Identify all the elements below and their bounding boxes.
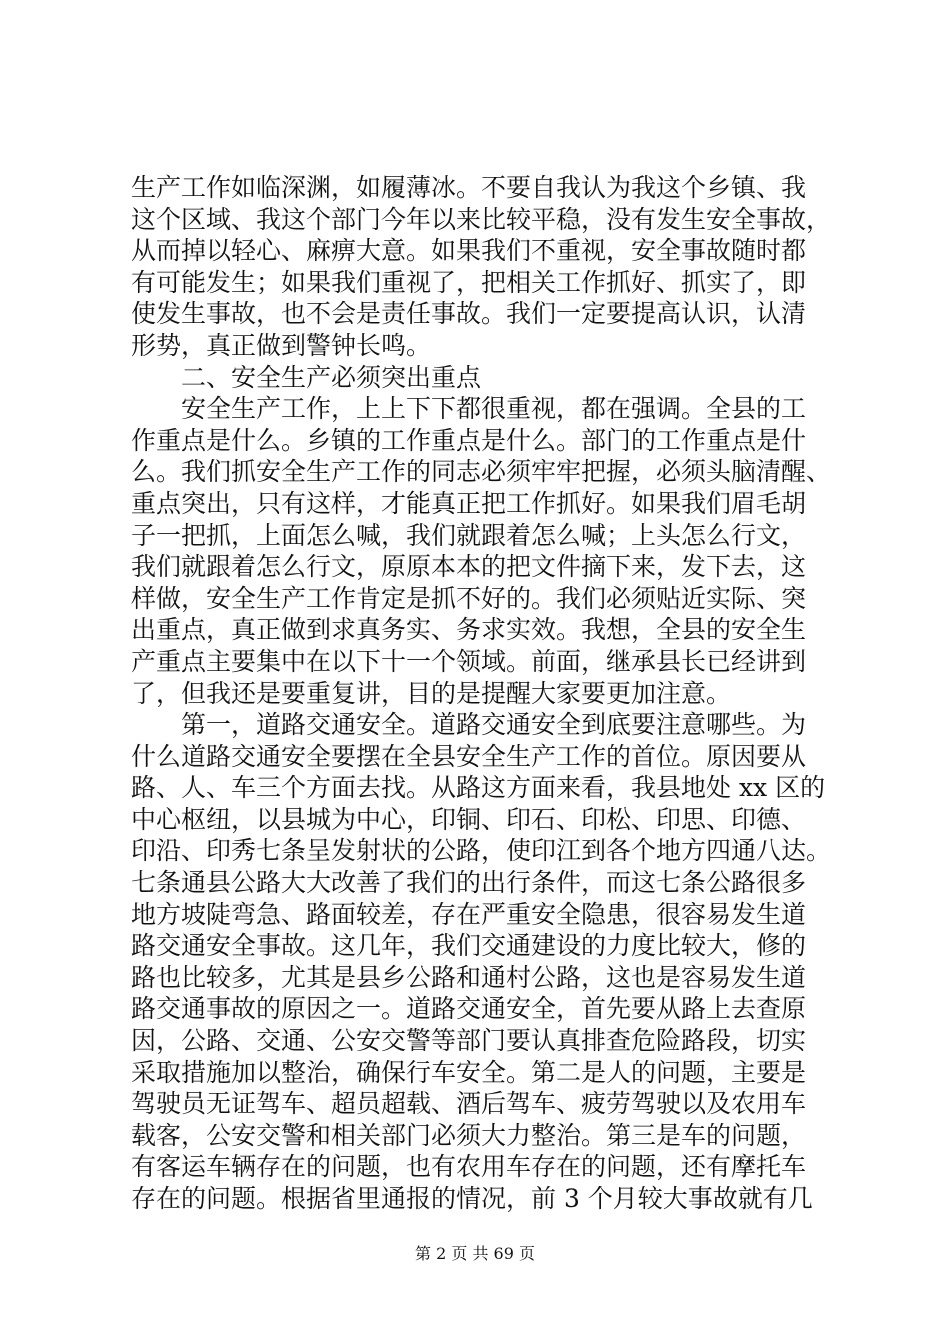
text-line: 因，公路、交通、公安交警等部门要认真排查危险路段，切实 xyxy=(131,1026,807,1056)
text-line: 路交通安全事故。这几年，我们交通建设的力度比较大，修的 xyxy=(131,931,807,961)
text-line: 有客运车辆存在的问题，也有农用车存在的问题，还有摩托车 xyxy=(131,1152,807,1182)
paragraph-first-line: 第一，道路交通安全。道路交通安全到底要注意哪些。为 xyxy=(181,710,807,740)
text-line: 存在的问题。根据省里通报的情况，前 3 个月较大事故就有几 xyxy=(131,1184,813,1213)
page-number-label: 第 2 页 共 69 页 xyxy=(415,1244,535,1263)
text-line: 什么道路交通安全要摆在全县安全生产工作的首位。原因要从 xyxy=(131,741,807,771)
text-line: 形势，真正做到警钟长鸣。 xyxy=(131,330,432,360)
text-line: 七条通县公路大大改善了我们的出行条件，而这七条公路很多 xyxy=(131,868,807,898)
text-line: 样做，安全生产工作肯定是抓不好的。我们必须贴近实际、突 xyxy=(131,583,807,613)
text-line: 作重点是什么。乡镇的工作重点是什么。部门的工作重点是什 xyxy=(131,425,807,455)
text-line: 出重点，真正做到求真务实、务求实效。我想，全县的安全生 xyxy=(131,615,807,645)
text-line: 我们就跟着怎么行文，原原本本的把文件摘下来，发下去，这 xyxy=(131,552,807,582)
paragraph-first-line: 安全生产工作，上上下下都很重视，都在强调。全县的工 xyxy=(181,394,807,424)
text-line: 产重点主要集中在以下十一个领域。前面，继承县长已经讲到 xyxy=(131,646,807,676)
text-line: 子一把抓，上面怎么喊，我们就跟着怎么喊；上头怎么行文， xyxy=(131,520,807,550)
text-line: 路交通事故的原因之一。道路交通安全，首先要从路上去查原 xyxy=(131,994,807,1024)
text-line: 了，但我还是要重复讲，目的是提醒大家要更加注意。 xyxy=(131,678,732,708)
page-footer xyxy=(0,1244,950,1264)
text-line: 重点突出，只有这样，才能真正把工作抓好。如果我们眉毛胡 xyxy=(131,488,807,518)
text-line: 么。我们抓安全生产工作的同志必须牢牢把握，必须头脑清醒、 xyxy=(131,457,832,487)
text-line: 驾驶员无证驾车、超员超载、酒后驾车、疲劳驾驶以及农用车 xyxy=(131,1089,807,1119)
text-line: 路、人、车三个方面去找。从路这方面来看，我县地处 xx 区的 xyxy=(131,773,826,803)
text-line: 地方坡陡弯急、路面较差，存在严重安全隐患，很容易发生道 xyxy=(131,899,807,929)
document-body xyxy=(131,172,831,1215)
text-line: 中心枢纽，以县城为中心，印铜、印石、印松、印思、印德、 xyxy=(131,804,807,834)
text-line: 有可能发生；如果我们重视了，把相关工作抓好、抓实了，即 xyxy=(131,267,807,297)
text-line: 使发生事故，也不会是责任事故。我们一定要提高认识，认清 xyxy=(131,299,807,329)
text-line: 路也比较多，尤其是县乡公路和通村公路，这也是容易发生道 xyxy=(131,962,807,992)
section-heading: 二、安全生产必须突出重点 xyxy=(181,362,482,392)
text-line: 这个区域、我这个部门今年以来比较平稳，没有发生安全事故， xyxy=(131,204,832,234)
text-line: 采取措施加以整治，确保行车安全。第二是人的问题，主要是 xyxy=(131,1057,807,1087)
text-line: 生产工作如临深渊，如履薄冰。不要自我认为我这个乡镇、我 xyxy=(131,173,807,202)
text-line: 印沿、印秀七条呈发射状的公路，使印江到各个地方四通八达。 xyxy=(131,836,832,866)
text-line: 载客，公安交警和相关部门必须大力整治。第三是车的问题， xyxy=(131,1120,807,1150)
text-line: 从而掉以轻心、麻痹大意。如果我们不重视，安全事故随时都 xyxy=(131,236,807,266)
